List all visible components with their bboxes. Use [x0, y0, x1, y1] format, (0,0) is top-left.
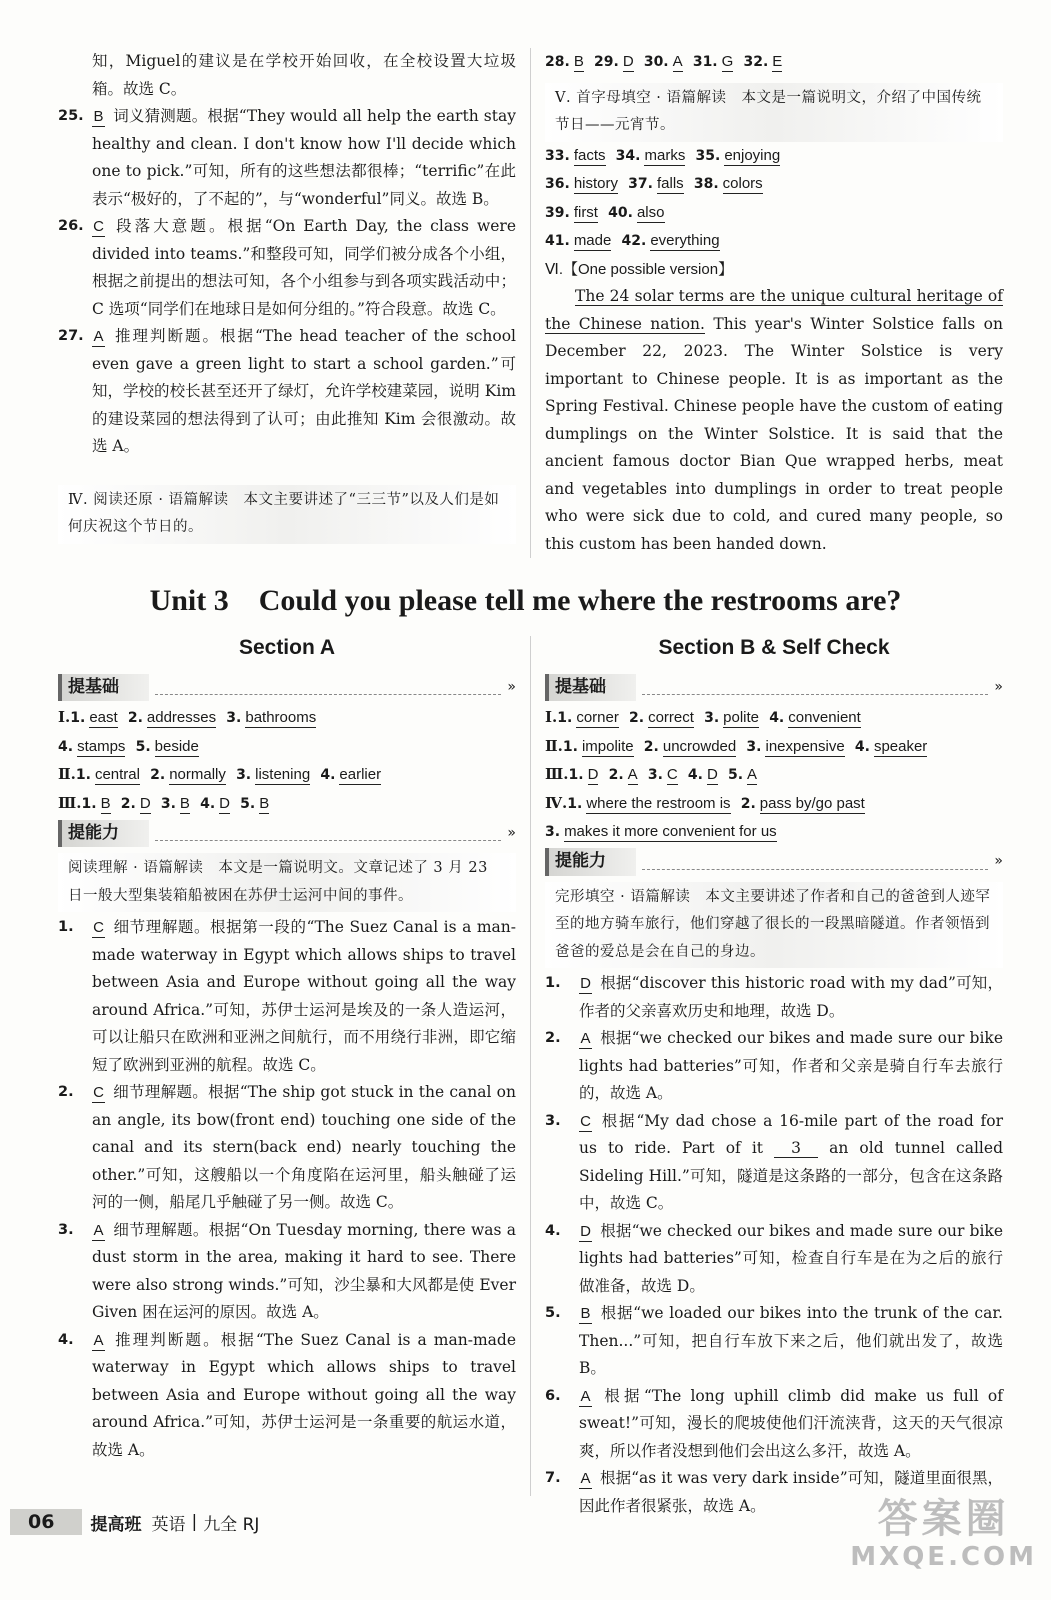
a-item-3: 3. A 细节理解题。根据“On Tuesday morning, there was a dust storm in the area, making it hard to see. There were also strong winds.”可知，沙尘暴和大风都是使 Ever Given 困在运河的原因。故选 A。	[58, 1220, 516, 1321]
a-row-2: 4. stamps 5. beside	[58, 737, 199, 755]
fill-row-4: 41. made 42. everything	[545, 232, 720, 249]
answer-letter: C	[93, 218, 104, 235]
page-footer	[10, 1506, 259, 1538]
section-b-title: Section B & Self Check	[658, 636, 890, 659]
a-row-1: Ⅰ.1. east 2. addresses 3. bathrooms	[58, 708, 317, 726]
section-b-column	[545, 672, 1003, 1520]
section-vi-heading: Ⅵ.【One possible version】	[545, 260, 734, 278]
section-v-intro: Ⅴ. 首字母填空 · 语篇解读 本文是一篇说明文，介绍了中国传统节日——元宵节。	[545, 83, 1003, 142]
basic-tab: 提基础 »	[58, 674, 516, 701]
answers-28-32: 28. B 29. D 30. A 31. G 32. E	[545, 53, 783, 70]
fill-row-2: 36. history 37. falls 38. colors	[545, 175, 763, 192]
reading-intro: 阅读理解 · 语篇解读 本文是一篇说明文。文章记述了 3 月 23 日一般大型集装箱船被困在苏伊士运河中间的事件。	[58, 853, 516, 912]
separator: |	[191, 1512, 198, 1532]
b-item-7: 7. A 根据“as it was very dark inside”可知，隧道里面很黑，因此作者很紧张，故选 A。	[545, 1469, 1003, 1515]
sample-essay: The 24 solar terms are the unique cultural heritage of the Chinese nation. This year's Winter Solstice falls on December 22, 2023. The Winter Solstice is very important to Chinese people. It is as important as the Spring Festival. Chinese people have the custom of eating dumplings on the Winter Solstice. It is said that the ancient famous doctor Bian Que wrapped herbs, meat and vegetables into dumplings in order to treat people who were sick due to cold, and cured many people, so this custom has been handed down.	[545, 287, 1003, 553]
b-row-5: 3. makes it more convenient for us	[545, 823, 777, 840]
section-iv-intro: Ⅳ. 阅读还原 · 语篇解读 本文主要讲述了“三三节”以及人们是如何庆祝这个节日的。	[58, 485, 516, 544]
continued-text: 知，Miguel的建议是在学校开始回收，在全校设置大垃圾箱。故选 C。	[92, 52, 516, 98]
basic-tab: 提基础 »	[545, 674, 1003, 701]
b-item-1: 1. D 根据“discover this historic road with my dad”可知，作者的父亲喜欢历史和地理，故选 D。	[545, 974, 1003, 1020]
a-item-1: 1. C 细节理解题。根据第一段的“The Suez Canal is a man-made waterway in Egypt which allows ships to travel between Asia and Europe without going all the way around Africa.”可知，苏伊士运河是埃及的一条人造运河，可以让船只在欧洲和亚洲之间航行，而不用绕行非洲，即它缩短了欧洲到亚洲的航程。故选 C。	[58, 918, 516, 1074]
top-left-column	[58, 48, 516, 544]
answer-letter: B	[93, 108, 104, 125]
section-a-column	[58, 672, 516, 1464]
answer-item-26: 26. C 段落大意题。根据“On Earth Day, the class were divided into teams.”和整段可知，同学们被分成各个小组，根据之前提出的想法可知，各个小组参与到各项实践活动中；C 选项“同学们在地球日是如何分组的。”符合段意。故选 C。	[58, 217, 516, 318]
fill-row-1: 33. facts 34. marks 35. enjoying	[545, 146, 781, 164]
b-item-5: 5. B 根据“we loaded our bikes into the trunk of the car. Then...”可知，把自行车放下来之后，他们就出发了，故选 B。	[545, 1304, 1003, 1377]
answer-item-27: 27. A 推理判断题。根据“The head teacher of the school even gave a green light to start a school garden.”可知，学校的校长甚至还开了绿灯，允许学校建菜园，说明 Kim 的建设菜园的想法得到了认可；由此推知 Kim 会很激动。故选 A。	[58, 327, 516, 455]
a-row-3: Ⅱ.1. central 2. normally 3. listening 4. earlier	[58, 765, 382, 783]
top-right-column	[545, 48, 1003, 558]
double-arrow-icon: »	[507, 824, 516, 841]
fill-row-3: 39. first 40. also	[545, 203, 665, 221]
b-row-3: Ⅲ.1. D 2. A 3. C 4. D 5. A	[545, 765, 758, 783]
b-item-6: 6. A 根据“The long uphill climb did make us full of sweat!”可知，漫长的爬坡使他们汗流浃背，这天的天气很凉爽，所以作者没想到他们会出这么多汗，故选 A。	[545, 1386, 1003, 1460]
ability-tab: 提能力 »	[545, 849, 1003, 876]
a-row-4: Ⅲ.1. B 2. D 3. B 4. D 5. B	[58, 793, 270, 812]
essay-highlight: The 24 solar terms are the unique cultural heritage of the Chinese nation.	[545, 287, 1003, 333]
answer-letter: A	[93, 328, 104, 345]
answer-item-25: 25. B 词义猜测题。根据“They would all help the earth stay healthy and clean. I don't know how I'll decide which one to pick.”可知，所有的这些想法都很棒；“terrific”在此表示“极好的，了不起的”，与“wonderful”同义。故选 B。	[58, 107, 516, 208]
b-item-4: 4. D 根据“we checked our bikes and made sure our bike lights had batteries”可知，检查自行车是在为之后的旅行做准备，故选 D。	[545, 1221, 1003, 1295]
cloze-blank: 3	[774, 1139, 818, 1158]
double-arrow-icon: »	[507, 678, 516, 695]
a-item-2: 2. C 细节理解题。根据“The ship got stuck in the canal on an angle, its bow(front end) touching one side of the canal and its stern(back end) nearly touching the other.”可知，这艘船以一个角度陷在运河里，船头触碰了运河的一侧，船尾几乎触碰了另一侧。故选 C。	[58, 1083, 516, 1211]
b-item-2: 2. A 根据“we checked our bikes and made sure our bike lights had batteries”可知，作者和父亲是骑自行车去旅行的，故选 A。	[545, 1029, 1003, 1102]
unit-title: Unit 3 Could you please tell me where the restrooms are?	[149, 584, 902, 617]
subject: 英语	[151, 1514, 186, 1535]
page-number: 06	[10, 1509, 82, 1535]
column-divider	[530, 48, 531, 558]
book-name: 提高班	[90, 1514, 142, 1535]
section-a-title: Section A	[238, 636, 336, 659]
b-row-2: Ⅱ.1. impolite 2. uncrowded 3. inexpensive 4. speaker	[545, 736, 928, 755]
double-arrow-icon: »	[994, 853, 1003, 870]
a-item-4: 4. A 推理判断题。根据“The Suez Canal is a man-made waterway in Egypt which allows ships to travel between Asia and Europe without going all the way around Africa.”可知，苏伊士运河是一条重要的航运水道，故选 A。	[58, 1330, 516, 1459]
double-arrow-icon: »	[994, 678, 1003, 695]
b-item-3: 3. C 根据“My dad chose a 16-mile part of the road for us to ride. Part of it 3 an old tunnel called Sideling Hill.”可知，隧道是这条路的一部分，包含在这条路中，故选 C。	[545, 1111, 1003, 1212]
ability-tab: 提能力 »	[58, 820, 516, 847]
grade: 九全 RJ	[203, 1514, 260, 1535]
b-row-1: Ⅰ.1. corner 2. correct 3. polite 4. convenient	[545, 708, 861, 726]
cloze-intro: 完形填空 · 语篇解读 本文主要讲述了作者和自己的爸爸到人迹罕至的地方骑车旅行，他们穿越了很长的一段黑暗隧道。作者领悟到爸爸的爱总是会在自己的身边。	[545, 882, 1003, 969]
watermark-logo: 答案圈 MXQE.COM	[850, 1496, 1037, 1572]
b-row-4: Ⅳ.1. where the restroom is 2. pass by/go past	[545, 793, 865, 812]
column-divider-bottom	[530, 636, 531, 1496]
